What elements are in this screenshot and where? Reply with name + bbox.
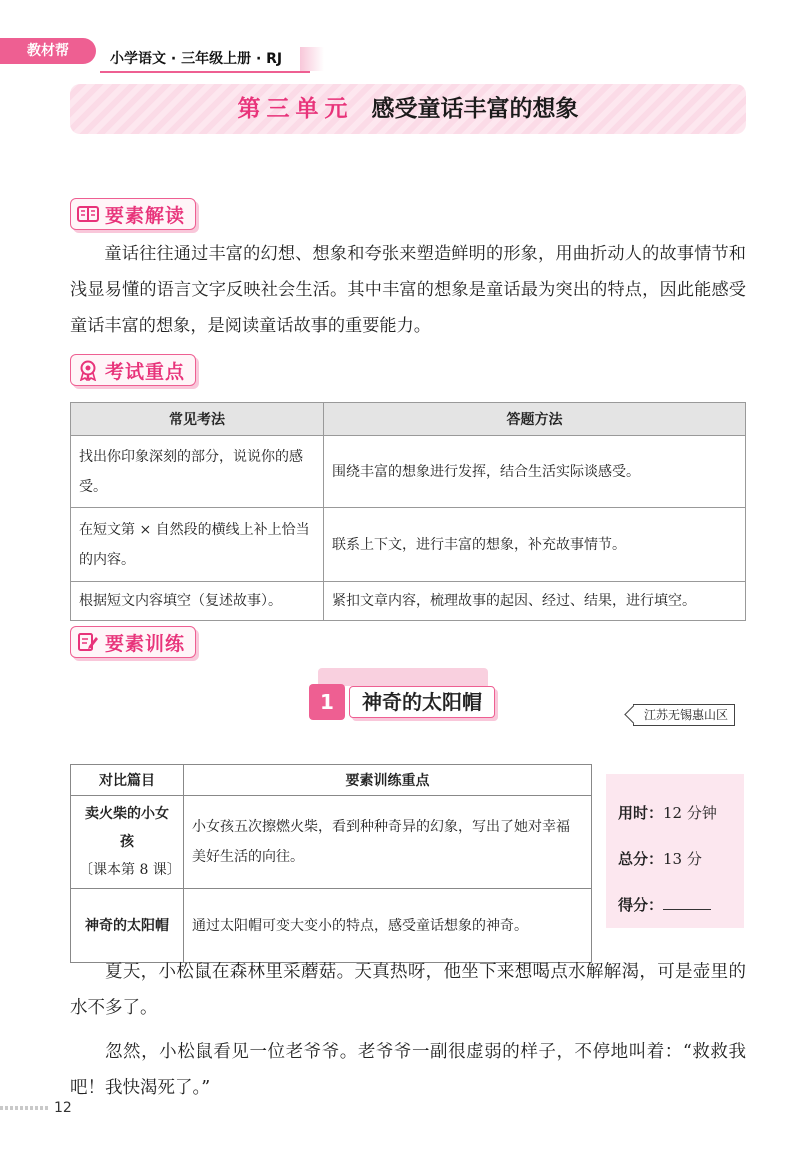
time-label: 用时： xyxy=(618,804,664,822)
score-label: 得分： xyxy=(618,896,664,914)
subject-label: 小学语文 · 三年级上册 · RJ xyxy=(100,47,310,73)
table-header-row xyxy=(71,403,746,436)
story-paragraph: 夏天，小松鼠在森林里采蘑菇。天真热呀，他坐下来想喝点水解解渴，可是壶里的水不多了。 xyxy=(70,962,746,1018)
page-bar-decoration xyxy=(0,1106,50,1110)
unit-label: 第三单元 xyxy=(237,96,354,122)
table-row xyxy=(71,436,746,508)
compare-title: 卖火柴的小女孩 xyxy=(85,806,169,850)
section-training-title: 要素训练 xyxy=(105,632,186,655)
table-header-cell: 对比篇目 xyxy=(71,765,184,796)
brand-tab: 教材帮 xyxy=(0,38,96,64)
header-decoration xyxy=(300,47,324,71)
table-cell: 根据短文内容填空（复述故事）。 xyxy=(71,582,324,621)
compare-table xyxy=(70,764,592,963)
section-training-header xyxy=(70,626,196,658)
score-blank[interactable] xyxy=(663,893,711,910)
region-tag: 江苏无锡惠山区 xyxy=(633,704,735,726)
table-header-row xyxy=(71,765,592,796)
table-cell: 找出你印象深刻的部分，说说你的感受。 xyxy=(71,436,324,508)
award-icon xyxy=(77,359,99,381)
table-cell: 紧扣文章内容，梳理故事的起因、经过、结果，进行填空。 xyxy=(324,582,746,621)
section-exam-header xyxy=(70,354,196,386)
section-elements-header xyxy=(70,198,196,230)
score-box xyxy=(606,774,744,928)
lesson-decoration xyxy=(318,668,488,686)
unit-banner xyxy=(70,84,746,134)
unit-title: 感受童话丰富的想象 xyxy=(371,96,579,122)
edit-icon xyxy=(77,631,99,653)
table-cell: 通过太阳帽可变大变小的特点，感受童话想象的神奇。 xyxy=(184,889,592,963)
elements-paragraph: 童话往往通过丰富的幻想、想象和夸张来塑造鲜明的形象，用曲折动人的故事情节和浅显易懂的语言文字反映社会生活。其中丰富的想象是童话最为突出的特点，因此能感受童话丰富的想象，是阅读童话故事的重要能力。 xyxy=(70,244,746,336)
page-number: 12 xyxy=(54,1100,72,1116)
table-cell xyxy=(71,889,184,963)
total-row xyxy=(618,836,744,882)
table-row xyxy=(71,889,592,963)
lesson-title: 神奇的太阳帽 xyxy=(349,686,495,718)
table-cell: 小女孩五次擦燃火柴，看到种种奇异的幻象，写出了她对幸福美好生活的向往。 xyxy=(184,796,592,889)
table-cell: 联系上下文，进行丰富的想象，补充故事情节。 xyxy=(324,508,746,582)
section-exam-title: 考试重点 xyxy=(105,360,186,383)
total-label: 总分： xyxy=(618,850,664,868)
total-value: 13 分 xyxy=(663,850,702,868)
lesson-number: 1 xyxy=(309,684,345,720)
table-cell: 围绕丰富的想象进行发挥，结合生活实际谈感受。 xyxy=(324,436,746,508)
table-cell: 在短文第 × 自然段的横线上补上恰当的内容。 xyxy=(71,508,324,582)
table-cell xyxy=(71,796,184,889)
book-icon xyxy=(77,203,99,225)
table-row xyxy=(71,796,592,889)
exam-methods-table xyxy=(70,402,746,621)
table-header-cell: 答题方法 xyxy=(324,403,746,436)
section-elements-title: 要素解读 xyxy=(105,204,186,227)
story-paragraph: 忽然，小松鼠看见一位老爷爷。老爷爷一副很虚弱的样子，不停地叫着：“救救我吧！我快渴死了。” xyxy=(70,1042,746,1098)
table-row xyxy=(71,582,746,621)
compare-note: 〔课本第 8 课〕 xyxy=(79,862,181,878)
compare-title: 神奇的太阳帽 xyxy=(85,917,169,934)
table-header-cell: 常见考法 xyxy=(71,403,324,436)
table-row xyxy=(71,508,746,582)
time-row xyxy=(618,790,744,836)
time-value: 12 分钟 xyxy=(663,804,717,822)
score-row xyxy=(618,882,744,928)
table-header-cell: 要素训练重点 xyxy=(184,765,592,796)
